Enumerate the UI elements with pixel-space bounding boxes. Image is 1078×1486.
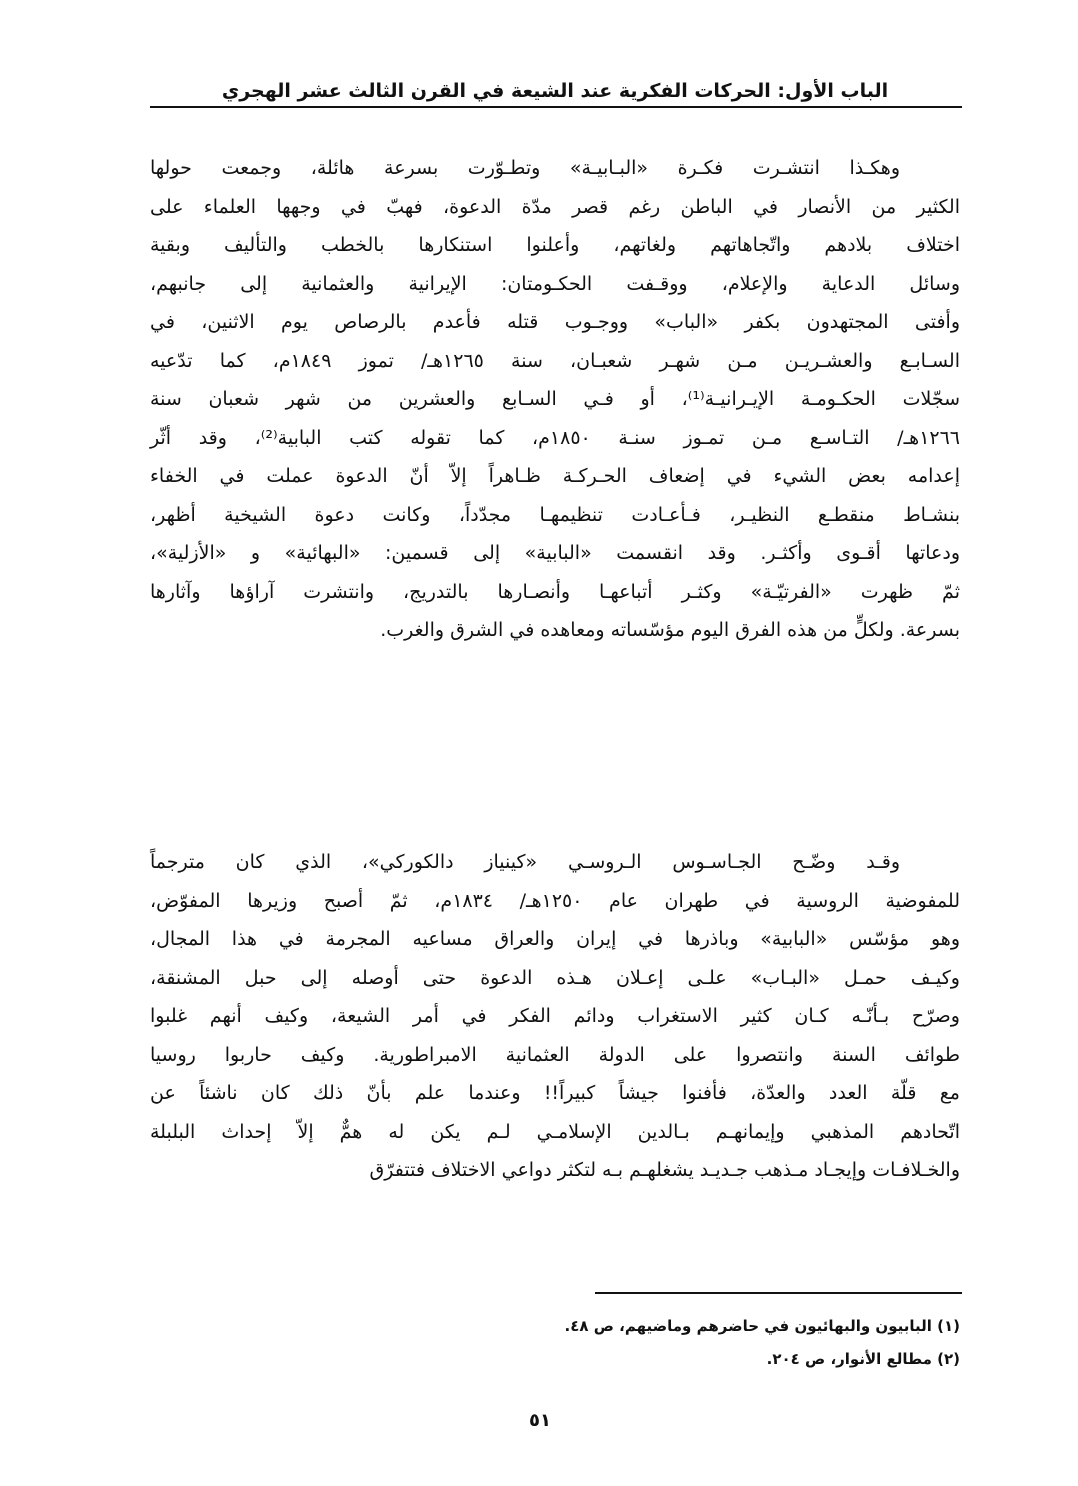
text-line: ١٢٦٦هـ/ التـاسـع مـن تمـوز سنـة ١٨٥٠م، كما تقوله كتب البابية⁽²⁾، وقد أثّر bbox=[150, 426, 961, 449]
text-line: وسائل الدعاية والإعلام، ووقـفت الحكـومتان: الإيرانية والعثمانية إلى جانبهم، bbox=[150, 272, 960, 295]
text-line: اتّحادهم المذهبي وإيمانهـم بـالدين الإسلامـي لـم يكن له همٌّ إلاّ إحداث البلبلة bbox=[150, 1120, 960, 1143]
paragraph-1 bbox=[150, 149, 960, 650]
footnote-divider bbox=[595, 1292, 962, 1294]
text-line: سجّلات الحكـومـة الإيـرانيـة⁽¹⁾، أو فـي السـابع والعشرين من شهر شعبان سنة bbox=[150, 388, 961, 410]
running-header: الباب الأول: الحركات الفكرية عند الشيعة في القرن الثالث عشر الهجري bbox=[221, 80, 889, 102]
text-line: للمفوضية الروسية في طهران عام ١٢٥٠هـ/ ١٨٣٤م، ثمّ أصبح وزيرها المفوّض، bbox=[150, 889, 961, 912]
text-line: وأفتى المجتهدون بكفر «الباب» ووجـوب قتله فأعدم بالرصاص يوم الاثنين، في bbox=[150, 311, 960, 333]
text-line: بنشـاط منقطـع النظيـر، فـأعـادت تنظيمهـا مجدّداً، وكانت دعوة الشيخية أظهر، bbox=[150, 503, 960, 526]
text-line: مع قلّة العدد والعدّة، فأفنوا جيشاً كبيراً!! وعندما علم بأنّ ذلك كان ناشئاً عن bbox=[150, 1082, 960, 1104]
footnotes bbox=[400, 1310, 960, 1376]
header-divider bbox=[150, 106, 962, 108]
text-line: إعدامه بعض الشيء في إضعاف الحـركـة ظـاهراً إلاّ أنّ الدعوة عملت في الخفاء bbox=[150, 465, 960, 487]
text-line: وقـد وضّـح الجـاسـوس الـروسـي «كينياز دالكوركي»، الذي كان مترجماً bbox=[150, 851, 900, 873]
text-line: وهو مؤسّس «البابية» وباذرها في إيران والعراق مساعيه المجرمة في هذا المجال، bbox=[150, 928, 960, 950]
text-line: بسرعة. ولكلٍّ من هذه الفرق اليوم مؤسّساته ومعاهده في الشرق والغرب. bbox=[380, 619, 960, 641]
footnote-2: (٢) مطالع الأنوار، ص ٢٠٤. bbox=[766, 1350, 960, 1368]
text-line: والخـلافـات وإيجـاد مـذهب جـديـد يشغلهـم بـه لتكثر دواعي الاختلاف فتتفرّق bbox=[369, 1159, 960, 1181]
text-line: ثمّ ظهرت «الفرتيّـة» وكثـر أتباعهـا وأنصـارها بالتدريج، وانتشرت آراؤها وآثارها bbox=[150, 580, 960, 603]
text-line: وهكـذا انتشـرت فكـرة «البـابيـة» وتطـوّرت بسرعة هائلة، وجمعت حولها bbox=[150, 157, 900, 179]
text-line: السـابـع والعشـريـن مـن شهـر شعبـان، سنة ١٢٦٥هـ/ تموز ١٨٤٩م، كما تدّعيه bbox=[150, 349, 961, 372]
text-line: طوائف السنة وانتصروا على الدولة العثمانية الامبراطورية. وكيف حاربوا روسيا bbox=[150, 1043, 960, 1066]
text-line: اختلاف بلادهم واتّجاهاتهم ولغاتهم، وأعلنوا استنكارها بالخطب والتأليف وبقية bbox=[150, 234, 960, 256]
page-number: ٥١ bbox=[529, 1410, 551, 1431]
text-line: الكثير من الأنصار في الباطن رغم قصر مدّة الدعوة، فهبّ في وجهها العلماء على bbox=[150, 195, 960, 218]
paragraph-2 bbox=[150, 843, 960, 1190]
footnote-1: (١) البابيون والبهائيون في حاضرهم وماضيهم، ص ٤٨. bbox=[564, 1317, 960, 1335]
text-line: وكيـف حمـل «البـاب» علـى إعـلان هـذه الدعوة حتى أوصله إلى حبل المشنقة، bbox=[150, 966, 960, 989]
text-line: ودعاتها أقـوى وأكثـر. وقد انقسمت «البابية» إلى قسمين: «البهائية» و «الأزلية»، bbox=[150, 542, 960, 564]
text-line: وصرّح بـأنّـه كـان كثير الاستغراب ودائم الفكر في أمر الشيعة، وكيف أنهم غلبوا bbox=[150, 1005, 960, 1027]
